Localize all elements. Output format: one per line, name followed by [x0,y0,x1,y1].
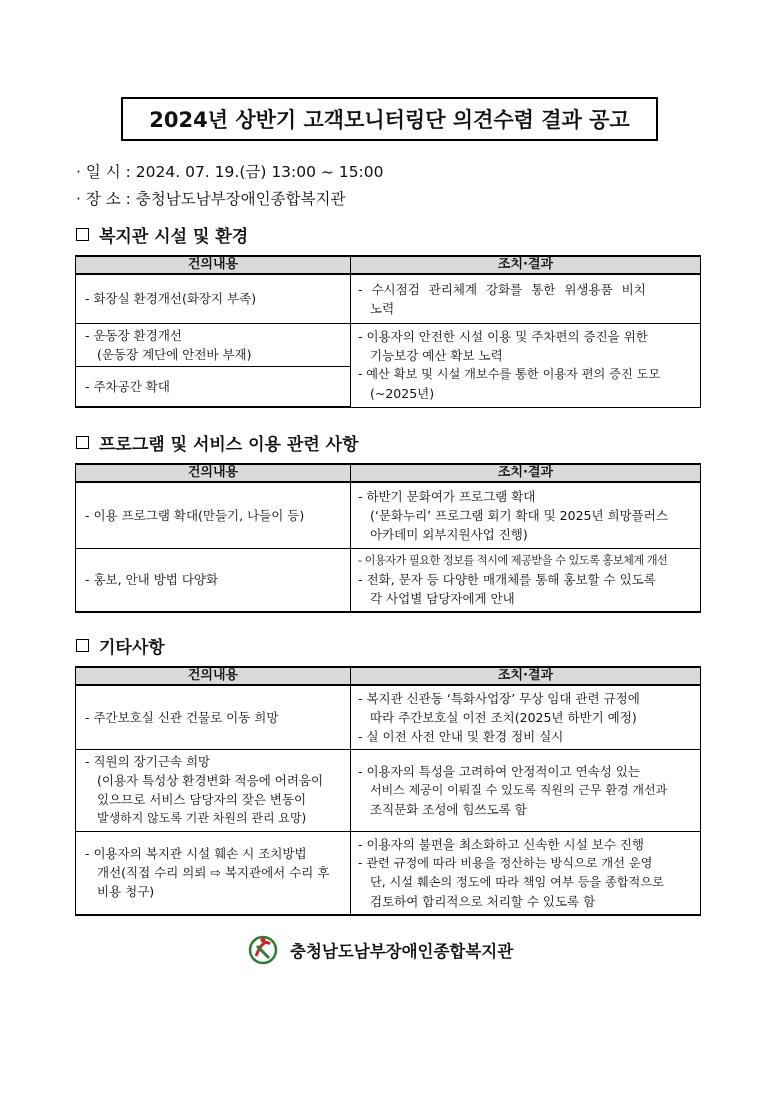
cell-text: (운동장 계단에 안전바 부재) [97,346,252,362]
other-table [75,666,701,916]
facilities-table [75,255,701,408]
cell-text: - 직원의 장기근속 희망 [85,754,211,769]
section-title-facilities [76,222,248,247]
cell-text: 각 사업별 담당자에게 안내 [370,591,515,607]
header-suggestion: 건의내용 [76,464,351,482]
cell-text: (~2025년) [370,386,435,401]
cell-text: - 이용자의 특성을 고려하여 안정적이고 연속성 있는 [358,763,640,779]
cell-text: - 관련 규정에 따라 비용을 정산하는 방식으로 개선 운영 [358,855,653,870]
section-title-other [76,633,165,658]
checkbox-icon [76,639,89,652]
cell-text: - 이용자의 복지관 시설 훼손 시 조치방법 [85,846,307,862]
cell-text: - 홍보, 안내 방법 다양화 [85,572,219,588]
section-title-programs [76,430,359,455]
header-suggestion: 건의내용 [76,667,351,685]
checkbox-icon [76,436,89,449]
cell-text: 아카데미 외부지원사업 진행) [370,526,528,542]
cell-text: 기능보강 예산 확보 노력 [370,348,503,363]
cell-text: - 운동장 환경개선 [85,327,182,343]
section-title-text: 프로그램 및 서비스 이용 관련 사항 [99,435,359,455]
table-row [76,482,701,548]
cell-text: - 이용자의 불편을 최소화하고 신속한 시설 보수 진행 [358,836,644,852]
cell-text: (이용자 특성상 환경변화 적응에 어려움이 [97,773,324,788]
cell-text: - 실 이전 사전 안내 및 환경 정비 실시 [358,728,564,744]
cell-text: - 이용자가 필요한 정보를 적시에 제공받을 수 있도록 홍보체계 개선 [358,554,668,568]
header-action: 조치·결과 [351,667,701,685]
meeting-place: · 장 소 : 충청남도남부장애인종합복지관 [76,190,346,208]
cell-text: - 화장실 환경개선(화장지 부족) [85,291,257,307]
table-row [76,323,701,366]
cell-text: 따라 주간보호실 이전 조치(2025년 하반기 예정) [370,709,637,725]
cell-text: - 하반기 문화여가 프로그램 확대 [358,488,536,504]
cell-text: 검토하여 합리적으로 처리할 수 있도록 함 [370,893,596,909]
header-action: 조치·결과 [351,464,701,482]
cell-text: - 이용 프로그램 확대(만들기, 나들이 등) [85,507,305,523]
cell-text: 조직문화 조성에 힘쓰도록 함 [370,801,527,817]
checkbox-icon [76,228,89,241]
programs-table [75,463,701,613]
cell-text: 서비스 제공이 이뤄질 수 있도록 직원의 근무 환경 개선과 [370,782,668,797]
table-row [76,831,701,915]
cell-text: - 주간보호실 신관 건물로 이동 희망 [85,709,279,725]
section-title-text: 기타사항 [99,638,165,658]
cell-text: - 이용자의 안전한 시설 이용 및 주차편의 증진을 위한 [358,329,648,344]
table-row [76,685,701,749]
cell-text: 발생하지 않도록 기관 차원의 관리 요망) [97,811,307,825]
section-title-text: 복지관 시설 및 환경 [99,227,249,247]
page-title: 2024년 상반기 고객모니터링단 의견수렴 결과 공고 [121,97,658,141]
meeting-date: · 일 시 : 2024. 07. 19.(금) 13:00 ~ 15:00 [76,163,384,181]
header-action: 조치·결과 [351,256,701,274]
cell-text: - 수시점검 관리체계 강화를 통한 위생용품 비치 [358,281,646,297]
cell-text: 단, 시설 훼손의 정도에 따라 책임 여부 등을 종합적으로 [370,874,664,889]
cell-text: - 복지관 신관동 ‘특화사업장’ 무상 임대 관련 규정에 [358,690,640,706]
cell-text: - 주차공간 확대 [85,378,170,394]
welfare-center-logo-icon [248,934,278,966]
cell-text: - 예산 확보 및 시설 개보수를 통한 이용자 편의 증진 도모 [358,367,661,381]
cell-text: 노력 [370,300,395,316]
table-row [76,274,701,323]
cell-text: - 전화, 문자 등 다양한 매개체를 통해 홍보할 수 있도록 [358,572,656,588]
table-row [76,749,701,831]
footer [248,934,513,966]
header-suggestion: 건의내용 [76,256,351,274]
cell-text: 비용 청구) [97,884,155,900]
cell-text: 있으므로 서비스 담당자의 잦은 변동이 [97,792,307,807]
table-row [76,548,701,612]
org-name: 충청남도남부장애인종합복지관 [290,942,514,961]
cell-text: (‘문화누리’ 프로그램 회기 확대 및 2025년 희망플러스 [370,507,668,523]
cell-text: 개선(직접 수리 의뢰 ⇨ 복지관에서 수리 후 [97,865,330,881]
